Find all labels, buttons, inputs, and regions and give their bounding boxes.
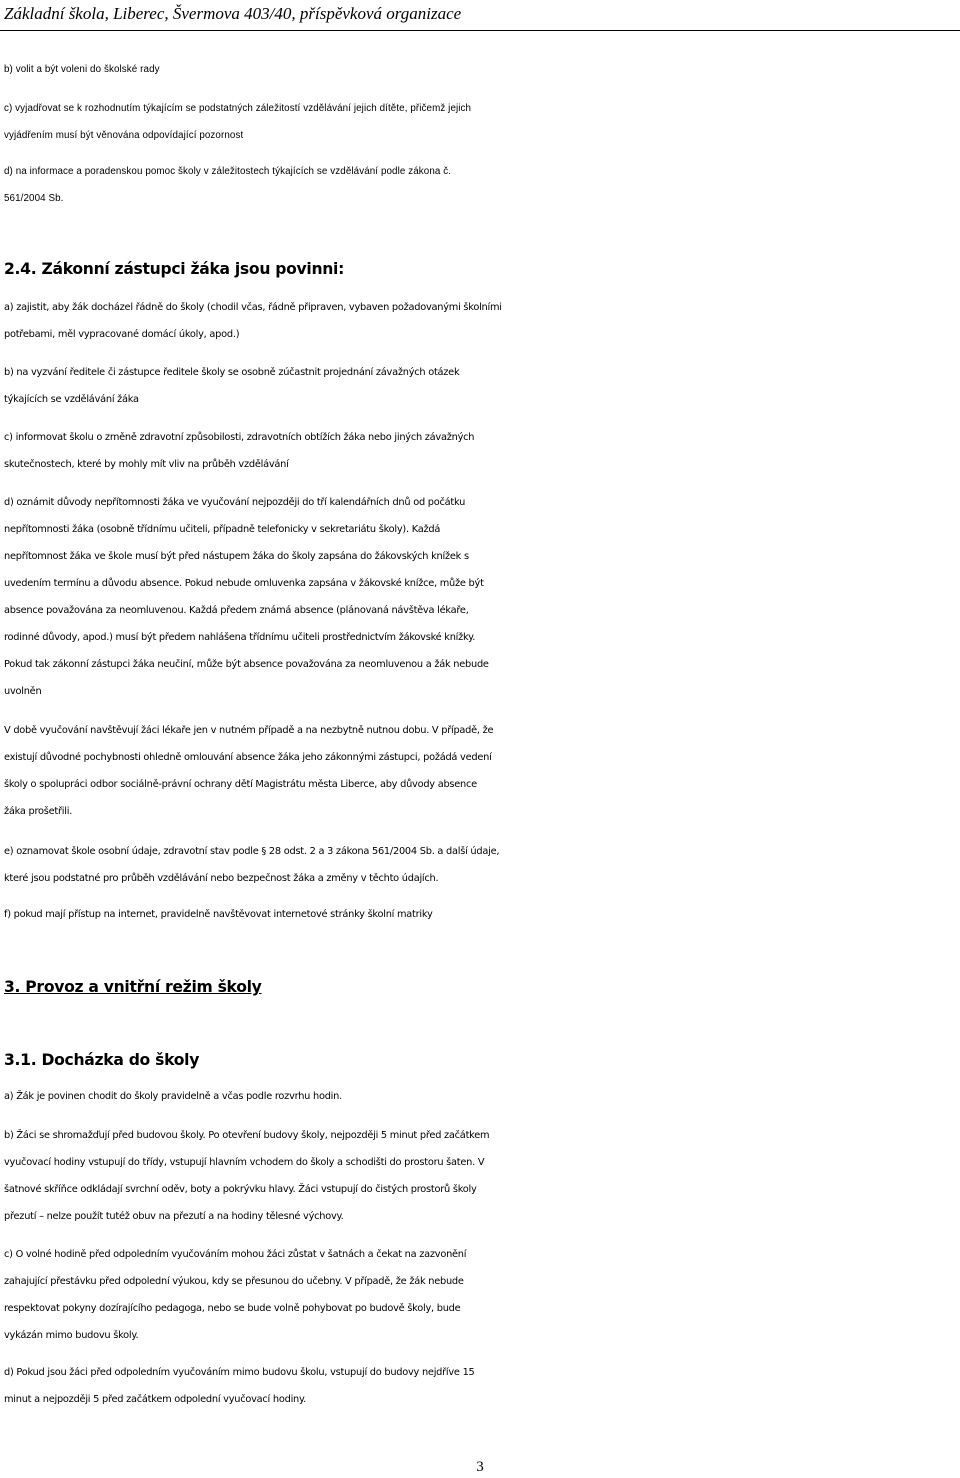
paragraph-rights-d xyxy=(4,158,960,212)
paragraph-duty-d xyxy=(4,489,960,705)
text-line: vyjádřením musí být věnována odpovídající pozornost xyxy=(4,130,244,141)
text-line: d) na informace a poradenskou pomoc školy v záležitostech týkajících se vzdělávání podle zákona č. xyxy=(4,166,452,177)
paragraph-attendance-a xyxy=(4,1083,960,1110)
text-line: týkajících se vzdělávání žáka xyxy=(4,394,139,405)
text-line: respektovat pokyny dozírajícího pedagoga, nebo se bude volně pohybovat po budově školy, bude xyxy=(4,1303,461,1314)
text-line: uvedením termínu a důvodu absence. Pokud nebude omluvenka zapsána v žákovské knížce, může být xyxy=(4,578,484,589)
text-line: c) O volné hodině před odpoledním vyučováním mohou žáci zůstat v šatnách a čekat na zazvonění xyxy=(4,1249,467,1260)
text-line: c) vyjadřovat se k rozhodnutím týkajícím se podstatných záležitostí vzdělávání jejich dítěte, přičemž jejich xyxy=(4,103,472,114)
text-line: nepřítomnost žáka ve škole musí být před nástupem žáka do školy zapsána do žákovských knížek s xyxy=(4,551,469,562)
text-line: Pokud tak zákonní zástupci žáka neučiní, může být absence považována za neomluvenou a žák nebude xyxy=(4,659,489,670)
text-line: existují důvodné pochybnosti ohledně omlouvání absence žáka jeho zákonnými zástupci, požádá vedení xyxy=(4,752,492,763)
text-line: minut a nejpozději 5 před začátkem odpolední vyučovací hodiny. xyxy=(4,1394,307,1405)
text-line: přezutí – nelze použít tutéž obuv na přezutí a na hodiny tělesné výchovy. xyxy=(4,1211,344,1222)
text-line: uvolněn xyxy=(4,686,42,697)
section-heading-2-4: 2.4. Zákonní zástupci žáka jsou povinni: xyxy=(4,260,345,278)
text-line: absence považována za neomluvenou. Každá předem známá absence (plánovaná návštěva lékaře, xyxy=(4,605,469,616)
paragraph-doctor-visits xyxy=(4,717,960,825)
paragraph-duty-b xyxy=(4,359,960,413)
text-line: c) informovat školu o změně zdravotní způsobilosti, zdravotních obtížích žáka nebo jiných závažných xyxy=(4,432,475,443)
text-line: b) na vyzvání ředitele či zástupce ředitele školy se osobně zúčastnit projednání závažných otázek xyxy=(4,367,460,378)
paragraph-duty-e xyxy=(4,838,960,892)
text-line: skutečnostech, které by mohly mít vliv na průběh vzdělávání xyxy=(4,459,289,470)
paragraph-attendance-b xyxy=(4,1122,960,1230)
text-line: b) volit a být voleni do školské rady xyxy=(4,64,160,75)
text-line: e) oznamovat škole osobní údaje, zdravotní stav podle § 28 odst. 2 a 3 zákona 561/2004 Sb. a další údaje, xyxy=(4,846,500,857)
paragraph-duty-a xyxy=(4,294,960,348)
text-line: V době vyučování navštěvují žáci lékaře jen v nutném případě a na nezbytně nutnou dobu. V případě, že xyxy=(4,725,494,736)
text-line: b) Žáci se shromažďují před budovou školy. Po otevření budovy školy, nejpozději 5 minut před začátkem xyxy=(4,1130,490,1141)
text-line: d) oznámit důvody nepřítomnosti žáka ve vyučování nejpozději do tří kalendářních dnů od počátku xyxy=(4,497,466,508)
text-line: potřebami, měl vypracované domácí úkoly, apod.) xyxy=(4,329,240,340)
section-heading-3: 3. Provoz a vnitřní režim školy xyxy=(4,978,262,996)
text-line: nepřítomnosti žáka (osobně třídnímu učiteli, případně telefonicky v sekretariátu školy). Každá xyxy=(4,524,441,535)
text-line: a) Žák je povinen chodit do školy pravidelně a včas podle rozvrhu hodin. xyxy=(4,1091,342,1102)
text-line: které jsou podstatné pro průběh vzdělávání nebo bezpečnost žáka a změny v těchto údajích. xyxy=(4,873,439,884)
text-line: vykázán mimo budovu školy. xyxy=(4,1330,139,1341)
text-line: rodinné důvody, apod.) musí být předem nahlášena třídnímu učiteli prostřednictvím žákovské knížky. xyxy=(4,632,476,643)
text-line: a) zajistit, aby žák docházel řádně do školy (chodil včas, řádně připraven, vybaven požadovanými školními xyxy=(4,302,502,313)
paragraph-attendance-d xyxy=(4,1359,960,1413)
paragraph-duty-c xyxy=(4,424,960,478)
text-line: šatnové skříňce odkládají svrchní oděv, boty a pokrývku hlavy. Žáci vstupují do čistých prostorů školy xyxy=(4,1184,477,1195)
paragraph-rights-b xyxy=(4,56,960,83)
paragraph-attendance-c xyxy=(4,1241,960,1349)
page-number: 3 xyxy=(476,1459,484,1475)
paragraph-rights-c xyxy=(4,95,960,149)
text-line: žáka prošetřili. xyxy=(4,806,73,817)
text-line: 561/2004 Sb. xyxy=(4,193,64,204)
text-line: vyučovací hodiny vstupují do třídy, vstupují hlavním vchodem do školy a schodišti do prostoru šaten. V xyxy=(4,1157,485,1168)
paragraph-duty-f xyxy=(4,901,960,928)
text-line: zahajující přestávku před odpolední výukou, kdy se přesunou do učebny. V případě, že žák nebude xyxy=(4,1276,464,1287)
header-divider xyxy=(0,30,960,31)
page-header: Základní škola, Liberec, Švermova 403/40, příspěvková organizace xyxy=(4,4,462,23)
text-line: školy o spolupráci odbor sociálně-právní ochrany dětí Magistrátu města Liberce, aby důvody absence xyxy=(4,779,477,790)
section-heading-3-1: 3.1. Docházka do školy xyxy=(4,1051,200,1069)
text-line: d) Pokud jsou žáci před odpoledním vyučováním mimo budovu školu, vstupují do budovy nejdříve 15 xyxy=(4,1367,475,1378)
text-line: f) pokud mají přístup na internet, pravidelně navštěvovat internetové stránky školní matriky xyxy=(4,909,433,920)
